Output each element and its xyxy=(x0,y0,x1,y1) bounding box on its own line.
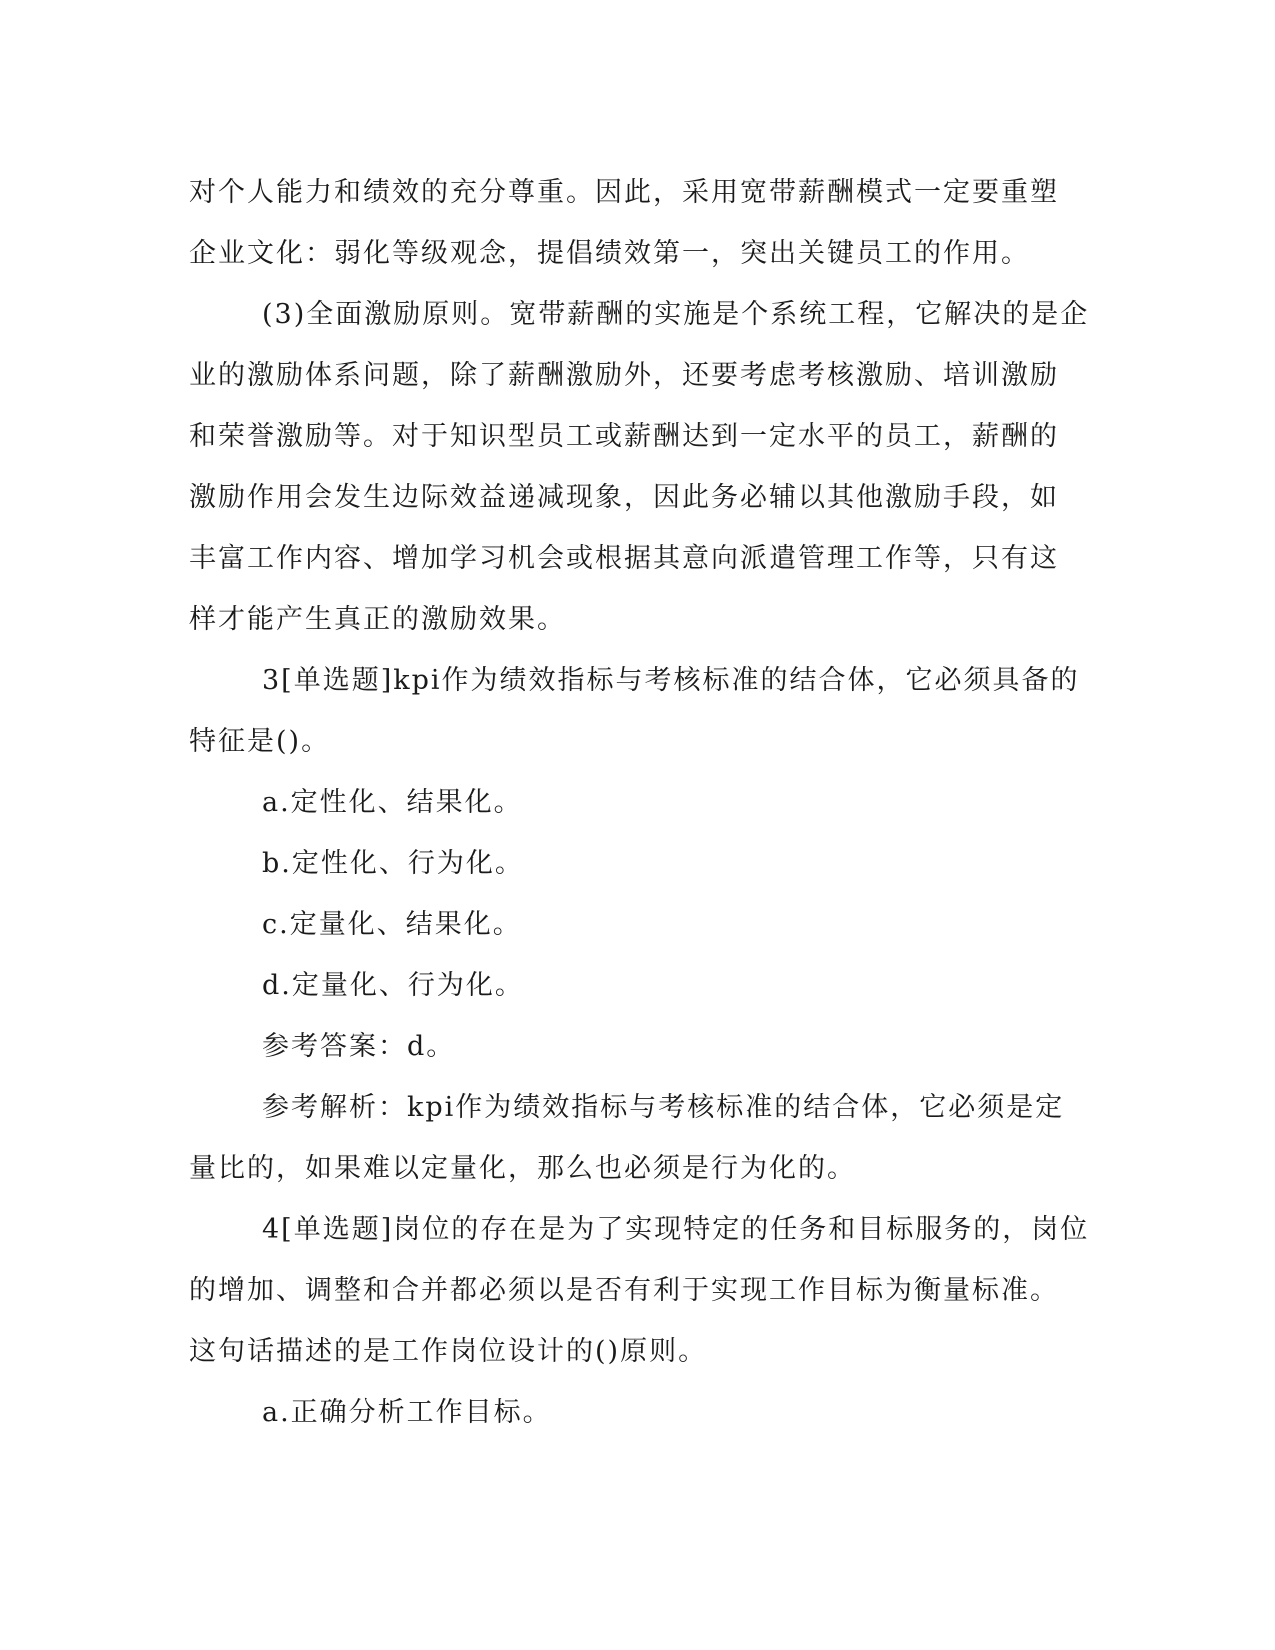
text-line: 参考解析：kpi作为绩效指标与考核标准的结合体，它必须是定 xyxy=(262,1092,1065,1123)
text-line: 丰富工作内容、增加学习机会或根据其意向派遣管理工作等，只有这 xyxy=(189,543,1059,574)
text-line: c.定量化、结果化。 xyxy=(262,909,522,940)
text-line: 3[单选题]kpi作为绩效指标与考核标准的结合体，它必须具备的 xyxy=(262,665,1080,696)
text-line: 样才能产生真正的激励效果。 xyxy=(189,604,566,635)
text-line: 业的激励体系问题，除了薪酬激励外，还要考虑考核激励、培训激励 xyxy=(189,360,1059,391)
text-line: 激励作用会发生边际效益递减现象，因此务必辅以其他激励手段，如 xyxy=(189,482,1059,513)
text-line: 企业文化：弱化等级观念，提倡绩效第一，突出关键员工的作用。 xyxy=(189,238,1030,269)
text-line: 量比的，如果难以定量化，那么也必须是行为化的。 xyxy=(189,1153,856,1184)
text-line: d.定量化、行为化。 xyxy=(262,970,524,1001)
text-line: 对个人能力和绩效的充分尊重。因此，采用宽带薪酬模式一定要重塑 xyxy=(189,177,1059,208)
text-line: a.正确分析工作目标。 xyxy=(262,1397,552,1428)
text-line: (3)全面激励原则。宽带薪酬的实施是个系统工程，它解决的是企 xyxy=(262,299,1090,330)
text-line: 这句话描述的是工作岗位设计的()原则。 xyxy=(189,1336,708,1367)
text-line: b.定性化、行为化。 xyxy=(262,848,524,879)
text-line: a.定性化、结果化。 xyxy=(262,787,523,818)
text-line: 特征是()。 xyxy=(189,726,331,757)
document-body xyxy=(189,162,1089,1443)
text-line: 参考答案：d。 xyxy=(262,1031,456,1062)
text-line: 4[单选题]岗位的存在是为了实现特定的任务和目标服务的，岗位 xyxy=(262,1214,1090,1245)
text-line: 和荣誉激励等。对于知识型员工或薪酬达到一定水平的员工，薪酬的 xyxy=(189,421,1059,452)
text-line: 的增加、调整和合并都必须以是否有利于实现工作目标为衡量标准。 xyxy=(189,1275,1059,1306)
